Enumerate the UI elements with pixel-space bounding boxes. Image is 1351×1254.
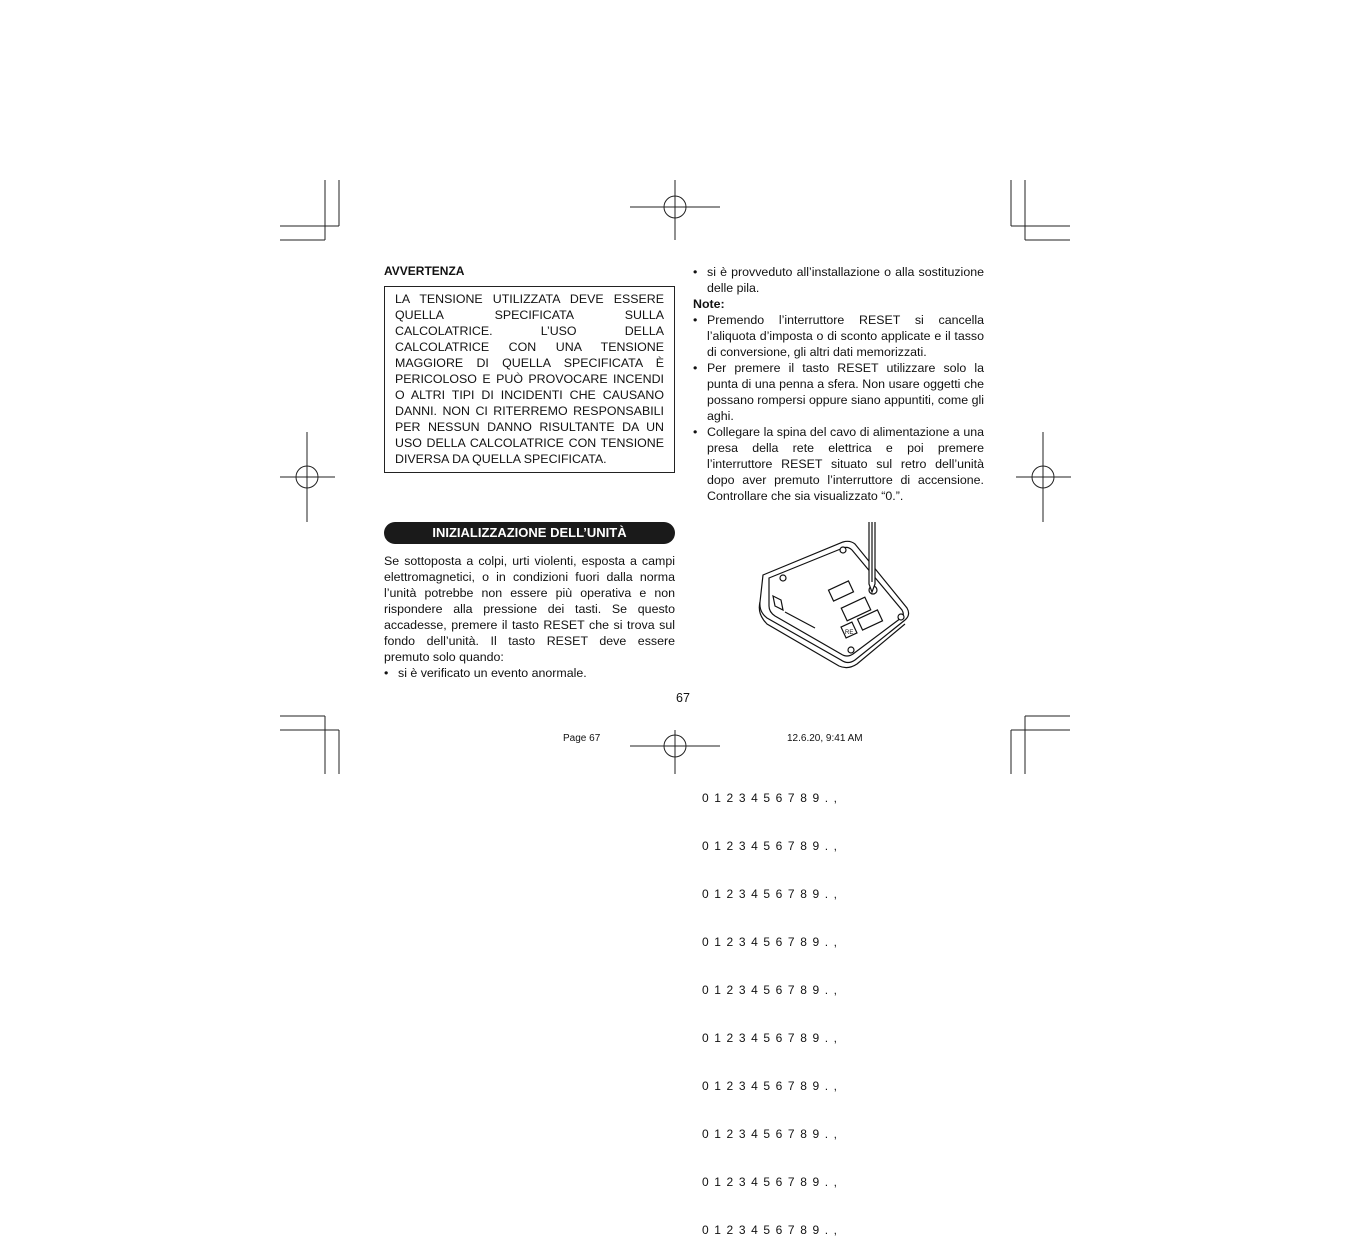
digit-row: 0123456789., <box>702 1223 843 1237</box>
digit-row: 0123456789., <box>702 1127 843 1141</box>
warning-heading: AVVERTENZA <box>384 264 465 278</box>
bullet-dot: • <box>693 313 698 327</box>
list-item <box>693 264 984 296</box>
section-title: INIZIALIZZAZIONE DELL’UNITÀ <box>384 522 675 544</box>
notes-label: Note: <box>693 297 725 311</box>
digit-row: 0123456789., <box>702 791 843 805</box>
list-item-text: si è provveduto all’installazione o alla sostituzione delle pila. <box>707 265 984 295</box>
bullet-dot: • <box>693 361 698 375</box>
digit-row: 0123456789., <box>702 935 843 949</box>
warning-box: LA TENSIONE UTILIZZATA DEVE ESSERE QUELLA SPECIFICATA SULLA CALCOLATRICE. L’USO DELLA CALCOLATRICE CON UNA TENSIONE MAGGIORE DI QUELLA SPECIFICATA È PERICOLOSO E PUÒ PROVOCARE INCENDI O ALTRI TIPI DI INCIDENTI CHE CAUSANO DANNI. NON CI RITERREMO RESPONSABILI PER NESSUN DANNO RISULTANTE DA UN USO DELLA CALCOLATRICE CON TENSIONE DIVERSA DA QUELLA SPECIFICATA. <box>384 286 675 473</box>
note-item <box>693 360 984 424</box>
page-number: 67 <box>676 691 690 705</box>
digit-row: 0123456789., <box>702 1031 843 1045</box>
digit-row: 0123456789., <box>702 983 843 997</box>
right-column <box>693 264 984 504</box>
left-column <box>384 553 675 681</box>
reset-label: RE <box>845 630 854 636</box>
digit-test-rows <box>702 758 843 1254</box>
digit-row: 0123456789., <box>702 839 843 853</box>
section-paragraph: Se sottoposta a colpi, urti violenti, esposta a campi elettromagnetici, o in condizioni fuori dalla norma l’unità potrebbe non essere più operativa e non rispondere alla pressione dei tasti. Se questo accadesse, premere il tasto RESET che si trova sul fondo dell’unità. Il tasto RESET deve essere premuto solo quando: <box>384 554 675 664</box>
calculator-reset-illustration <box>755 520 925 670</box>
list-item-text: si è verificato un evento anormale. <box>398 666 587 680</box>
bullet-dot: • <box>693 425 698 439</box>
note-text: Collegare la spina del cavo di alimentazione a una presa della rete elettrica e poi premere l’interruttore RESET situato sul retro dell’unità dopo aver premuto l’interruttore di accensione. Controllare che sia visualizzato “0.”. <box>707 425 984 503</box>
digit-row: 0123456789., <box>702 887 843 901</box>
footer-page-label: Page 67 <box>563 733 601 744</box>
list-item <box>384 665 675 681</box>
note-item <box>693 312 984 360</box>
note-item <box>693 424 984 504</box>
digit-row: 0123456789., <box>702 1079 843 1093</box>
bullet-dot: • <box>384 666 389 680</box>
note-text: Premendo l’interruttore RESET si cancella l’aliquota d’imposta o di sconto applicate e il tasso di conversione, gli altri dati memorizzati. <box>707 313 984 359</box>
bullet-dot: • <box>693 265 698 279</box>
footer-timestamp: 12.6.20, 9:41 AM <box>787 733 863 744</box>
note-text: Per premere il tasto RESET utilizzare solo la punta di una penna a sfera. Non usare oggetti che possano rompersi oppure siano appuntiti, come gli aghi. <box>707 361 984 423</box>
digit-row: 0123456789., <box>702 1175 843 1189</box>
